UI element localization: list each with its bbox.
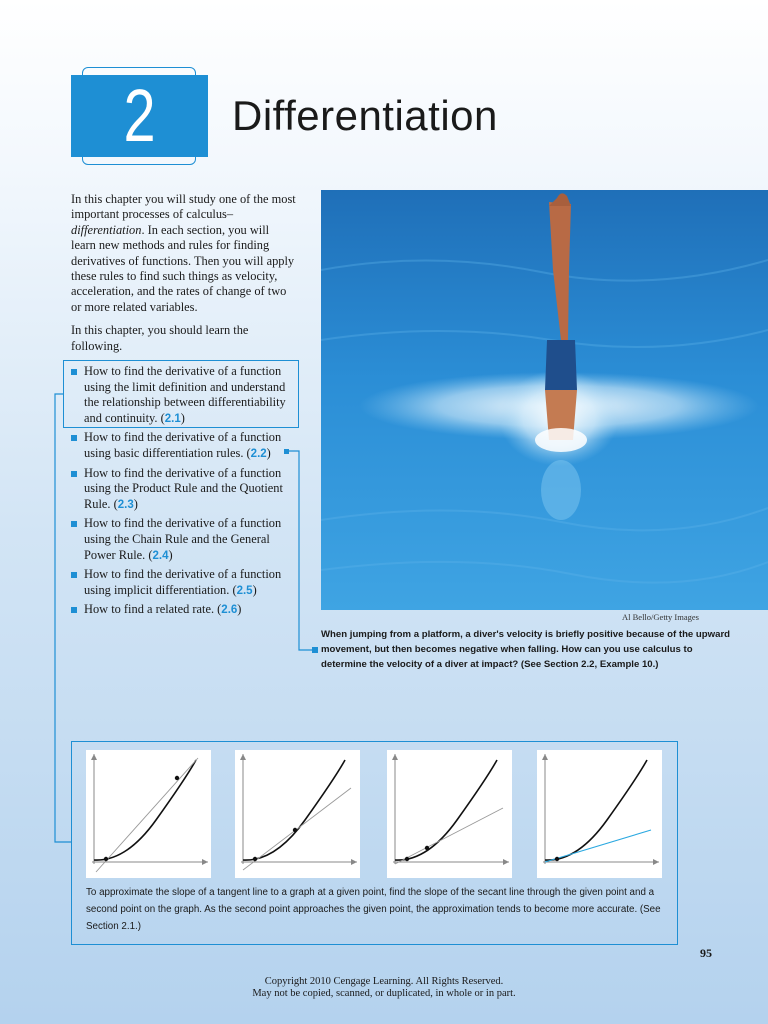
section-ref-link[interactable]: 2.3 — [117, 498, 134, 511]
objective-item: How to find the derivative of a function using the Product Rule and the Quotient Rule. (2.3) — [71, 466, 299, 514]
figures-caption: To approximate the slope of a tangent line to a graph at a given point, find the slope of the secant line through the given point and a second point on the graph. As the second point approaches the given point, the approximation tends to become more accurate. (See Section 2.1.) — [86, 887, 661, 932]
objective-text: How to find the derivative of a function using the Chain Rule and the General Power Rule. — [84, 516, 282, 562]
objective-item: How to find a related rate. (2.6) — [71, 602, 299, 619]
copyright-notice — [0, 976, 768, 1000]
intro-text-b: . In each section, you will learn new methods and rules for finding derivatives of functions. Then you will apply these rules to find such things as velocity, acceleration, and the rates of change of two or more related variables. — [71, 222, 295, 314]
section-ref-link[interactable]: 2.1 — [164, 412, 181, 425]
section-ref-link[interactable]: 2.6 — [221, 604, 238, 617]
objective-text: How to find a related rate. — [84, 602, 218, 617]
secant-graph-3 — [387, 750, 512, 878]
intro-paragraph-2: In this chapter, you should learn the following. — [71, 323, 249, 353]
chapter-number: 2 — [123, 74, 156, 157]
section-ref-link[interactable]: 2.2 — [250, 447, 267, 460]
chapter-title: Differentiation — [232, 92, 498, 139]
copyright-line-2: May not be copied, scanned, or duplicated, in whole or in part. — [252, 988, 516, 999]
tangent-graph-4 — [537, 750, 662, 878]
objective-item: How to find the derivative of a function using the limit definition and understand the relationship between differentiability and continuity. (2.1) — [71, 364, 299, 427]
objective-item: How to find the derivative of a function using the Chain Rule and the General Power Rule. (2.4) — [71, 516, 299, 564]
page-number: 95 — [700, 946, 712, 960]
copyright-line-1: Copyright 2010 Cengage Learning. All Rights Reserved. — [264, 976, 504, 987]
secant-graph-1 — [86, 750, 211, 878]
objective-item: How to find the derivative of a function using implicit differentiation. (2.5) — [71, 567, 299, 599]
secant-graph-2 — [235, 750, 360, 878]
section-ref-link[interactable]: 2.4 — [152, 549, 169, 562]
section-ref-link[interactable]: 2.5 — [236, 584, 253, 597]
photo-caption: When jumping from a platform, a diver's velocity is briefly positive because of the upward movement, but then becomes negative when falling. How can you use calculus to determine the velocity of a diver at impact? (See Section 2.2, Example 10.) — [321, 629, 731, 671]
objective-text: How to find the derivative of a function using the Product Rule and the Quotient Rule. — [84, 465, 283, 511]
objective-text: How to find the derivative of a function using implicit differentiation. — [84, 567, 282, 597]
objective-text: How to find the derivative of a function using basic differentiation rules. — [84, 430, 282, 460]
photo-credit: Al Bello/Getty Images — [622, 612, 699, 622]
objective-text: How to find the derivative of a function using the limit definition and understand the relationship between differentiability and continuity. — [84, 364, 286, 425]
objective-item: How to find the derivative of a function using basic differentiation rules. (2.2) — [71, 430, 299, 462]
intro-text-a: In this chapter you will study one of the most important processes of calculus– — [71, 192, 296, 222]
diver-photo — [321, 190, 768, 610]
intro-emphasis: differentiation — [71, 222, 142, 237]
